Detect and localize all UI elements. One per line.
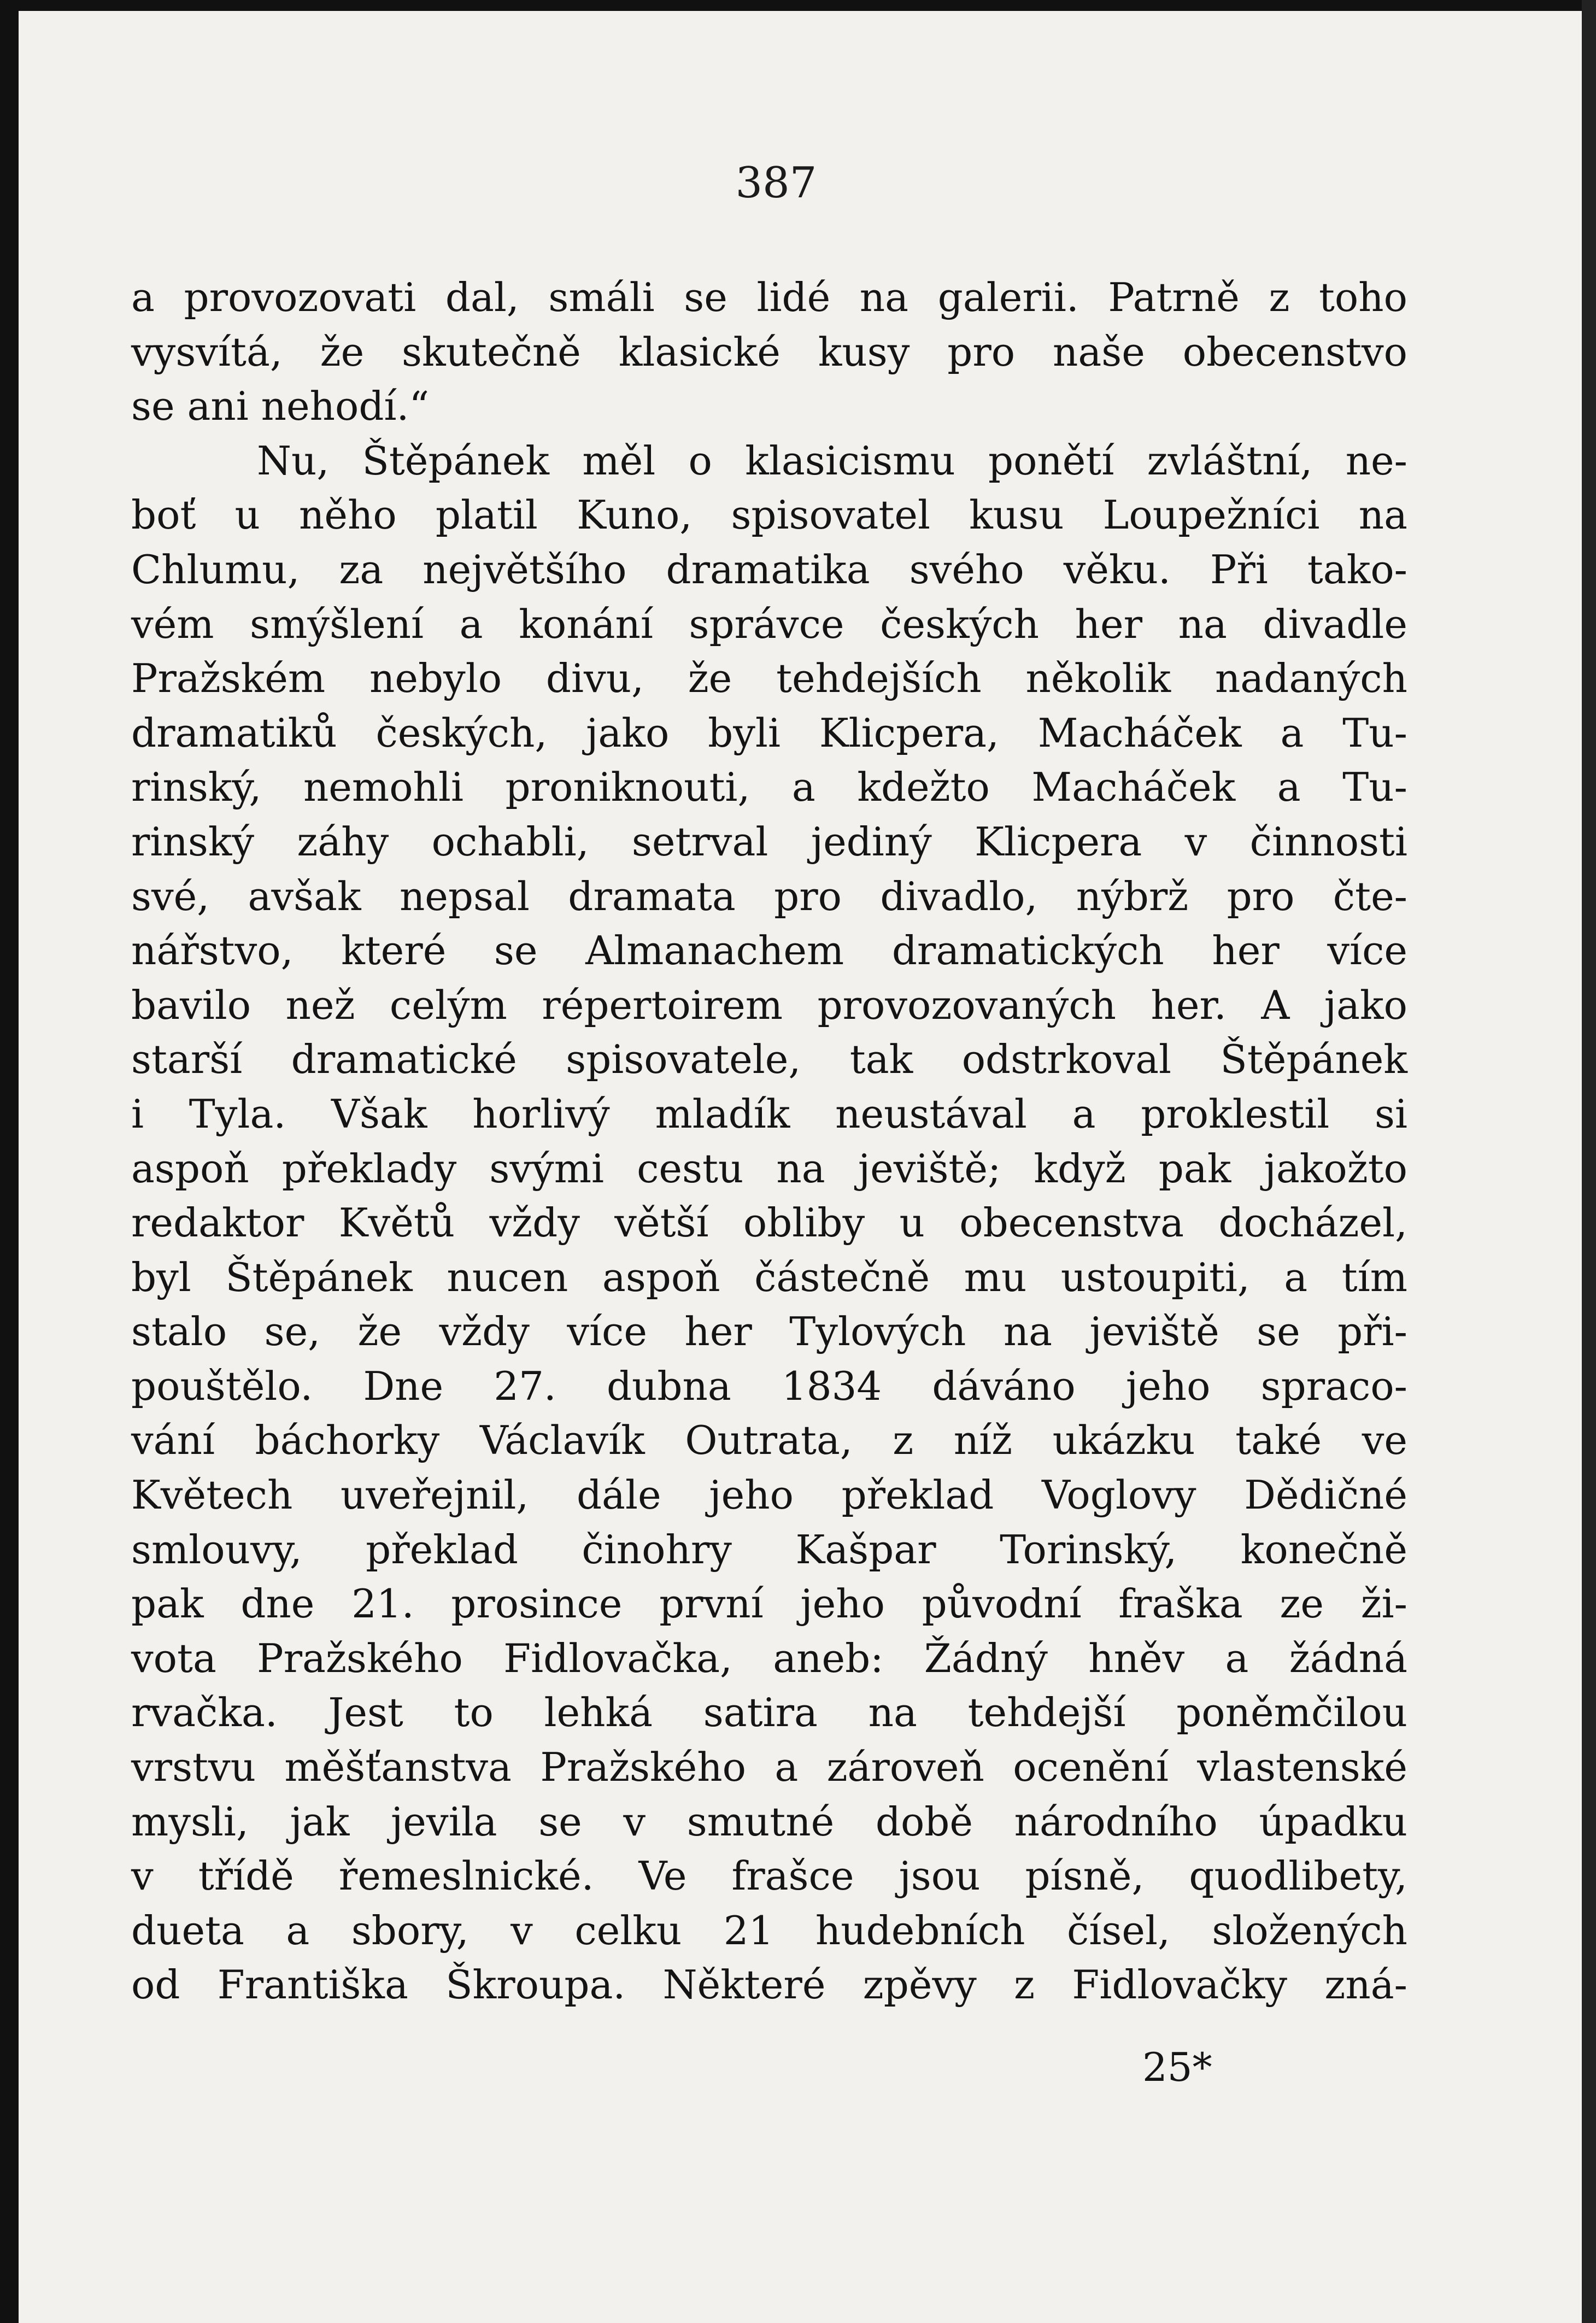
text-line: bavilo než celým répertoirem provozovaných her. A jako — [131, 982, 1407, 1028]
scan-edge-right — [1582, 0, 1596, 2323]
text-line: mysli, jak jevila se v smutné době národního úpadku — [131, 1798, 1407, 1845]
text-line: vém smýšlení a konání správce českých her na divadle — [131, 601, 1407, 647]
text-line: i Tyla. Však horlivý mladík neustával a proklestil si — [131, 1090, 1407, 1137]
body-text — [131, 271, 1407, 2013]
text-line: stalo se, že vždy více her Tylových na jeviště se při- — [131, 1309, 1407, 1355]
text-line: a provozovati dal, smáli se lidé na galerii. Patrně z toho — [131, 274, 1407, 320]
text-line: byl Štěpánek nucen aspoň částečně mu ustoupiti, a tím — [131, 1254, 1407, 1300]
text-line: dueta a sbory, v celku 21 hudebních čísel, složených — [131, 1907, 1407, 1954]
text-line: pouštělo. Dne 27. dubna 1834 dáváno jeho spraco- — [131, 1363, 1407, 1409]
text-line: aspoň překlady svými cestu na jeviště; když pak jakožto — [131, 1145, 1407, 1192]
text-line: své, avšak nepsal dramata pro divadlo, nýbrž pro čte- — [131, 873, 1407, 919]
scan-edge-top — [0, 0, 1596, 11]
text-line: starší dramatické spisovatele, tak odstrkoval Štěpánek — [131, 1036, 1407, 1083]
text-line: v třídě řemeslnické. Ve frašce jsou písně, quodlibety, — [131, 1853, 1407, 1899]
text-line: vání báchorky Václavík Outrata, z níž ukázku také ve — [131, 1417, 1407, 1464]
text-line: Květech uveřejnil, dále jeho překlad Voglovy Dědičné — [131, 1472, 1407, 1518]
text-line: vota Pražského Fidlovačka, aneb: Žádný hněv a žádná — [131, 1635, 1407, 1681]
text-line: vrstvu měšťanstva Pražského a zároveň ocenění vlastenské — [131, 1744, 1407, 1791]
text-line: Pražském nebylo divu, že tehdejších několik nadaných — [131, 655, 1407, 702]
text-line: smlouvy, překlad činohry Kašpar Torinský, konečně — [131, 1526, 1407, 1573]
text-line: redaktor Květů vždy větší obliby u obecenstva docházel, — [131, 1200, 1407, 1246]
text-line: boť u něho platil Kuno, spisovatel kusu Loupežníci na — [131, 492, 1407, 538]
text-line: rvačka. Jest to lehká satira na tehdejší poněmčilou — [131, 1690, 1407, 1736]
text-line: rinský, nemohli proniknouti, a kdežto Macháček a Tu- — [131, 764, 1407, 811]
text-line: pak dne 21. prosince první jeho původní fraška ze ži- — [131, 1581, 1407, 1627]
text-line: dramatiků českých, jako byli Klicpera, Macháček a Tu- — [131, 709, 1407, 756]
text-line: od Františka Škroupa. Některé zpěvy z Fidlovačky zná- — [131, 1962, 1407, 2008]
page-number: 387 — [735, 159, 817, 208]
text-line: vysvítá, že skutečně klasické kusy pro naše obecenstvo — [131, 328, 1407, 375]
text-line: nářstvo, které se Almanachem dramatických her více — [131, 928, 1407, 974]
text-line: Nu, Štěpánek měl o klasicismu ponětí zvláštní, ne- — [257, 437, 1407, 484]
scan-edge-left — [0, 0, 19, 2323]
text-line: se ani nehodí.“ — [131, 383, 430, 430]
text-line: rinský záhy ochabli, setrval jediný Klicpera v činnosti — [131, 818, 1407, 865]
signature-mark: 25* — [1142, 2044, 1212, 2090]
text-line: Chlumu, za největšího dramatika svého věku. Při tako- — [131, 546, 1407, 593]
